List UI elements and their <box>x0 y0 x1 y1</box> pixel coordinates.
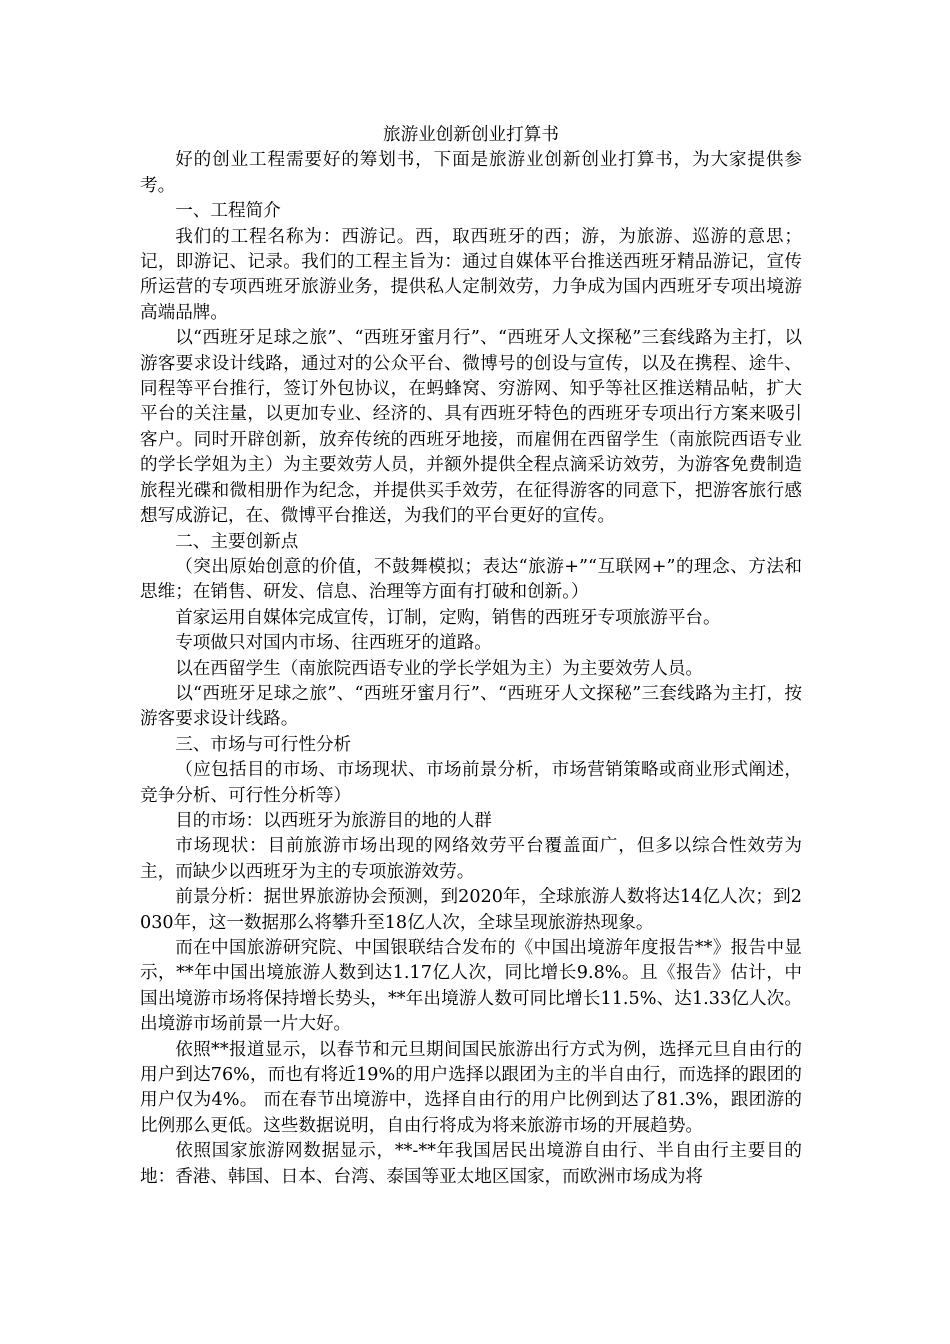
document-title: 旅游业创新创业打算书 <box>383 125 559 145</box>
body-paragraph: 以在西留学生（南旅院西语专业的学长学姐为主）为主要效劳人员。 <box>175 658 704 679</box>
body-paragraph: 市场现状：目前旅游市场出现的网络效劳平台覆盖面广，但多以综合性效劳为主，而缺少以西班牙为主的专项旅游效劳。 <box>140 836 802 882</box>
document-body <box>140 123 802 1190</box>
body-paragraph: 而在中国旅游研究院、中国银联结合发布的《中国出境游年度报告**》报告中显示，**年中国出境旅游人数到达1.17亿人次，同比增长9.8%。且《报告》估计，中国出境游市场将保持增长势头，**年出境游人数可同比增长11.5%、达1.33亿人次。出境游市场前景一片大好。 <box>140 938 802 1035</box>
section-heading-innovation: 二、主要创新点 <box>175 531 299 552</box>
section-heading-market-analysis: 三、市场与可行性分析 <box>175 734 352 755</box>
body-paragraph: 前景分析：据世界旅游协会预测，到2020年，全球旅游人数将达14亿人次；到2030年，这一数据那么将攀升至18亿人次，全球呈现旅游热现象。 <box>140 887 802 933</box>
body-paragraph: 以“西班牙足球之旅”、“西班牙蜜月行”、“西班牙人文探秘”三套线路为主打，以游客要求设计线路，通过对的公众平台、微博号的创设与宣传，以及在携程、途牛、同程等平台推行，签订外包协议，在蚂蜂窝、穷游网、知乎等社区推送精品帖，扩大平台的关注量，以更加专业、经济的、具有西班牙特色的西班牙专项出行方案来吸引客户。同时开辟创新，放弃传统的西班牙地接，而雇佣在西留学生（南旅院西语专业的学长学姐为主）为主要效劳人员，并额外提供全程点滴采访效劳，为游客免费制造旅程光碟和微相册作为纪念，并提供买手效劳，在征得游客的同意下，把游客旅行感想写成游记，在、微博平台推送，为我们的平台更好的宣传。 <box>140 328 802 527</box>
body-paragraph: （突出原始创意的价值，不鼓舞模拟；表达“旅游+”“互联网+”的理念、方法和思维；在销售、研发、信息、治理等方面有打破和创新。） <box>140 556 802 603</box>
body-paragraph: 目的市场：以西班牙为旅游目的地的人群 <box>175 810 492 831</box>
body-paragraph: 专项做只对国内市场、往西班牙的道路。 <box>175 633 492 654</box>
body-paragraph: 首家运用自媒体完成宣传，订制，定购，销售的西班牙专项旅游平台。 <box>175 607 721 628</box>
body-paragraph: 依照国家旅游网数据显示，**-**年我国居民出境游自由行、半自由行主要目的地：香港、韩国、日本、台湾、泰国等亚太地区国家，而欧洲市场成为将 <box>140 1141 802 1187</box>
body-paragraph: 依照**报道显示，以春节和元旦期间国民旅游出行方式为例，选择元旦自由行的用户到达76%，而也有将近19%的用户选择以跟团为主的半自由行，而选择的跟团的用户仅为4%。 而在春节出境游中，选择自由行的用户比例到达了81.3%，跟团游的比例那么更低。这些数据说明，自由行将成为将来旅游市场的开展趋势。 <box>140 1039 802 1136</box>
intro-paragraph: 好的创业工程需要好的筹划书，下面是旅游业创新创业打算书，为大家提供参考。 <box>140 150 802 196</box>
body-paragraph: 以“西班牙足球之旅”、“西班牙蜜月行”、“西班牙人文探秘”三套线路为主打，按游客要求设计线路。 <box>140 683 802 730</box>
body-paragraph: 我们的工程名称为：西游记。西，取西班牙的西；游，为旅游、巡游的意思；记，即游记、记录。我们的工程主旨为：通过自媒体平台推送西班牙精品游记，宣传所运营的专项西班牙旅游业务，提供私人定制效劳，力争成为国内西班牙专项出境游高端品牌。 <box>140 226 802 323</box>
body-paragraph: （应包括目的市场、市场现状、市场前景分析，市场营销策略或商业形式阐述，竞争分析、可行性分析等） <box>140 760 802 806</box>
section-heading-project-intro: 一、工程简介 <box>175 201 281 222</box>
